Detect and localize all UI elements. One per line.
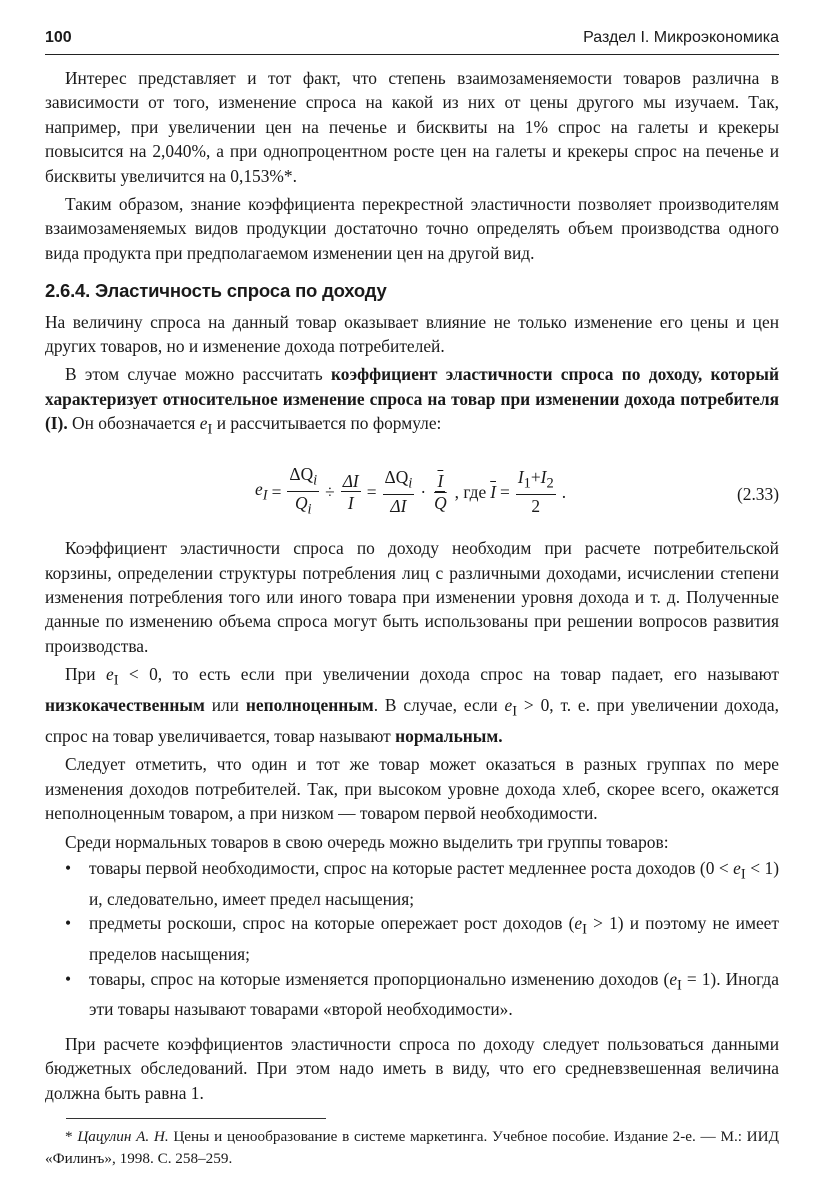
- list-item: • товары первой необходимости, спрос на которые растет медленнее роста доходов $(0 < e_I < 1)$ и, следовательно, имеет предел насыщения;: [45, 856, 779, 911]
- equation-number: (2.33): [736, 484, 779, 505]
- paragraph-1: На величину спроса на данный товар оказывает влияние не только изменение его цены и цен других товаров, но и изменение дохода потребителей.: [45, 311, 779, 357]
- normal-goods-list: [45, 856, 779, 1022]
- fraction-di-i: $\frac{\Delta I}{I}$: [342, 470, 359, 513]
- p2-bold-term: коэффициент эластичности спроса по доходу, который характеризует относительное изменение спроса на товар при изменении дохода потребителя (I).: [45, 364, 779, 434]
- p2-symbol-sub: I: [207, 421, 213, 438]
- section-heading: 2.6.4. Эластичность спроса по доходу: [45, 280, 387, 302]
- formula-end: .: [561, 481, 567, 502]
- footnote-text: Цены и ценообразование в системе маркетинга. Учебное пособие. Издание 2-е. — М.: ИИД «Филинъ», 1998. С. 258–259.: [45, 1128, 779, 1167]
- paragraph-intro-2: Таким образом, знание коэффициента перекрестной эластичности позволяет производителям взаимозаменяемых видов продукции достаточно точно определять объем производства одного вида продукта при предполагаемом изменении цен на другой вид.: [45, 194, 779, 263]
- formula-divide: ÷: [325, 481, 335, 502]
- paragraph-4: При $e_I < 0$, то есть если при увеличении дохода спрос на товар падает, его называют низкокачественным или неполноценным. В случае, если $e_I > 0$, т. е. при увеличении дохода, спрос на товар увеличивается, товар называют нормальным.: [45, 664, 779, 746]
- formula-2-33: [45, 452, 779, 528]
- formula-equals-2: =: [366, 481, 377, 502]
- list-item: • предметы роскоши, спрос на которые опережает рост доходов $(e_I > 1)$ и поэтому не имеет пределов насыщения;: [45, 911, 779, 966]
- page-number: 100: [45, 29, 72, 46]
- formula-equals: =: [271, 481, 282, 502]
- paragraph-5: Следует отметить, что один и тот же товар может оказаться в разных группах по мере изменения доходов потребителей. Так, при высоком уровне дохода хлеб, скорее всего, окажется неполноценным товаром, а при низком — товаром первой необходимости.: [45, 754, 779, 824]
- p2-text-c: и рассчитывается по формуле:: [212, 413, 442, 434]
- footnote-divider: [66, 1118, 326, 1119]
- paragraph-6: Среди нормальных товаров в свою очередь можно выделить три группы товаров:: [65, 831, 669, 852]
- formula-equals-3: =: [500, 481, 510, 502]
- paragraph-intro-1: Интерес представляет и тот факт, что степень взаимозаменяемости товаров различна в зависимости от того, изменение спроса на какой из них от цены другого мы изучаем. Так, например, при увеличении цен на печенье и бисквиты на 1% спрос на галеты и крекеры повысится на 2,040%, а при однопроцентном росте цен на галеты и крекеры спрос на печенье и бисквиты увеличится на 0,153%*.: [45, 68, 779, 186]
- footnote: [45, 1126, 779, 1170]
- section-title: Раздел I. Микроэкономика: [583, 29, 779, 46]
- p2-symbol: e: [199, 413, 208, 434]
- paragraph-7: При расчете коэффициентов эластичности спроса по доходу следует пользоваться данными бюджетных обследований. При этом надо иметь в виду, что его средневзвешенная величина должна быть равна 1.: [45, 1033, 779, 1103]
- running-header: [45, 26, 779, 55]
- fraction-dq-di: $\frac{\Delta Q_i}{\Delta I}$: [384, 467, 413, 516]
- page-body: [45, 66, 779, 1105]
- p2-text-b: Он обозначается: [67, 413, 200, 434]
- formula-dot: ·: [420, 481, 427, 502]
- p2-text-a: В этом случае можно рассчитать: [65, 364, 331, 385]
- footnote-mark: *: [65, 1128, 78, 1145]
- formula-ibar: $\overline{I}$: [490, 481, 496, 502]
- formula-expression: [255, 464, 566, 520]
- list-item: • товары, спрос на которые изменяется пропорционально изменению доходов $(e_I = 1)$. Иногда эти товары называют товарами «второй необходимости».: [45, 967, 779, 1022]
- formula-where: , где: [454, 481, 487, 502]
- fraction-ibar-qbar: $\frac{\overline{I}}{Q}$: [434, 470, 447, 513]
- paragraph-3: Коэффициент эластичности спроса по доходу необходим при расчете потребительской корзины, определении структуры потребления лиц с различными доходами, исчислении степени изменения потребления того или иного товара при изменении уровня дохода и т. д. Полученные данные по изменению объема спроса могут быть использованы при решении вопросов развития производства.: [45, 538, 779, 656]
- fraction-dq-q: $\frac{\Delta Q_i}{Q_i}$: [289, 464, 318, 518]
- fraction-mean-income: $\frac{I_1+I_2}{2}$: [517, 467, 554, 516]
- paragraph-2: [45, 362, 779, 442]
- formula-lhs: $e_I$: [255, 478, 268, 504]
- footnote-author: Цацулин А. Н.: [77, 1128, 169, 1145]
